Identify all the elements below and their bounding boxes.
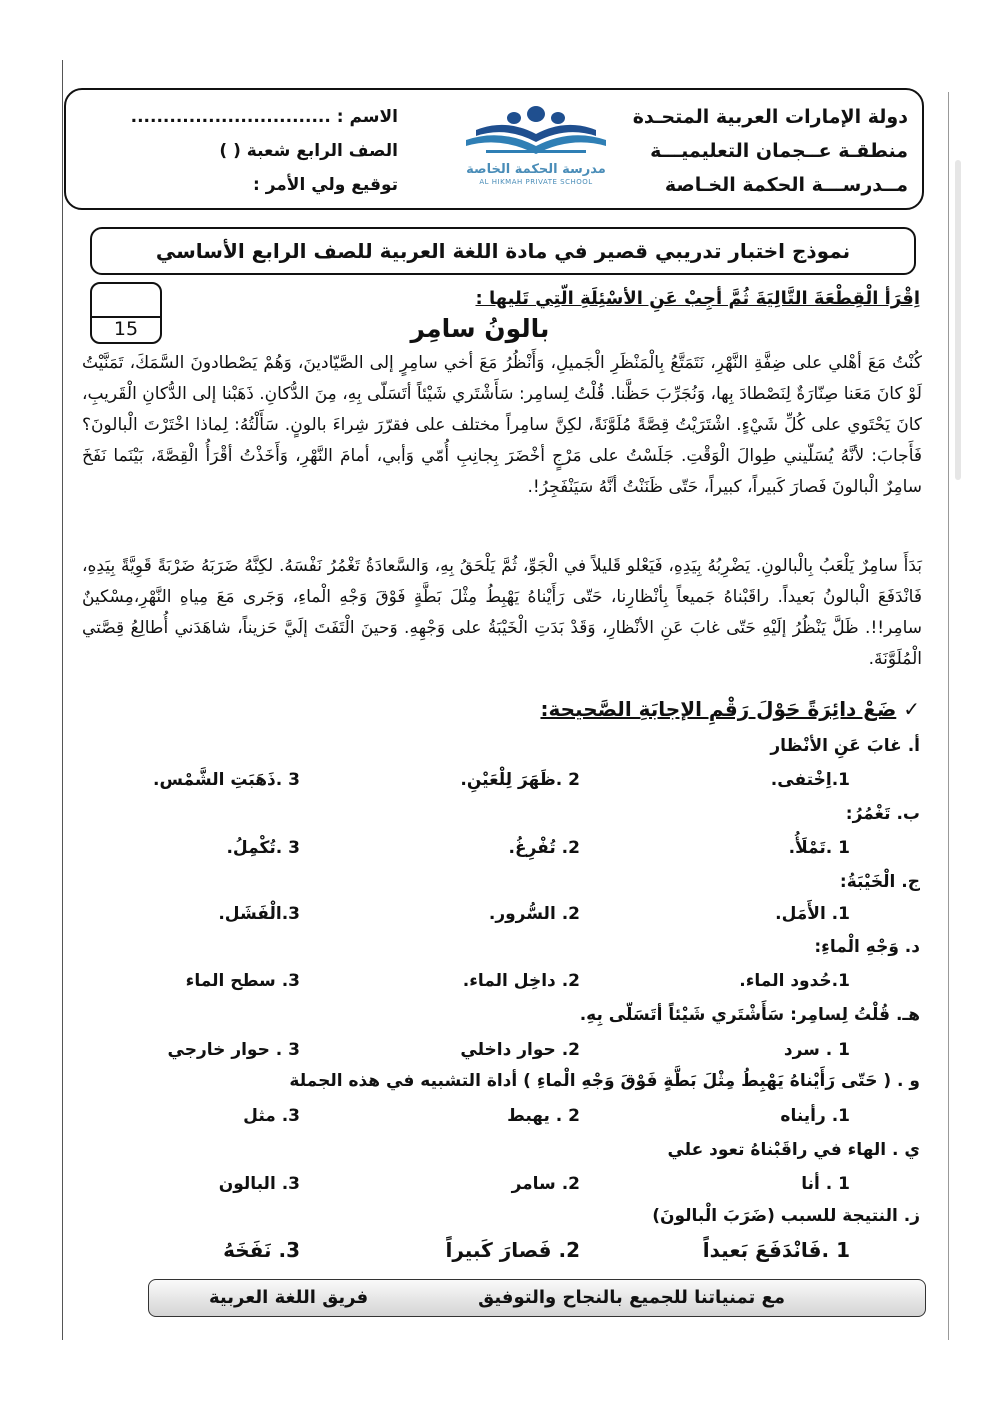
story-paragraph-2: بَدَأَ سامِرٌ يَلْعَبُ بِالْبالونِ. يَضْرِبُهُ بِيَدِهِ، فَيَعْلو قَليلاً في الْجَوِّ، ثُمَّ يَلْحَقُ بِهِ، وَالسَّعادَةُ تَغْمُرُ نَفْسَهُ. لكِنَّهُ ضَرَبَهُ ضَرْبَةً قَوِيَّةً بِيَدِهِ، فَانْدَفَعَ الْبالونُ بَعيداً. راقَبْناهُ جَميعاً بِأنْظارِنا، حَتّى رَأَيْناهُ يَهْبِطُ مِثْلَ بَطَّةٍ فَوْقَ وَجْهِ الْماءِ، وَجَرى مَعَ مِياهِ النَّهْرِ،مِسْكينٌ سامِر!!. ظَلَّ يَنْظُرُ إلَيْهِ حَتّى غابَ عَنِ الأنْظارِ، وَقَدْ بَدَتِ الْخَيْبَةُ على وَجْهِهِ. وَحينَ الْتَفَتَ إلَيَّ حَزيناً، شاهَدَني أُطالِعُ قِصَّتي الْمُلَوَّنَةَ. [82, 556, 922, 669]
country-line: دولة الإمارات العربية المتحـدة [632, 106, 908, 128]
story-paragraph-1: كُنْتُ مَعَ أهْلي على ضِفَّةِ النَّهْرِ، نَتَمَتَّعُ بِالْمَنْظَرِ الْجَميلِ، وَأَنْظُرُ مَعَ أخي سامِرٍ إلى الصَّيّادينَ، وَهُمْ يَصْطادونَ السَّمَكَ، تَمَنَّيْتُ لَوْ كانَ مَعَنا صِنّارَةٌ لِنَصْطادَ بِها، وَنُجَرِّبَ حَظَّنا. قُلْتُ لِسامِر: سَأَشْتَري شَيْئاً أتَسَلّى بِهِ، مِنَ الدُّكانِ. ذَهَبْنا إلى الدُّكانِ الْقَريبِ، كانَ يَحْتَوي على كُلِّ شَيْءٍ. اشْتَرَيْتُ قِصَّةً مُلَوَّنَةً، لكِنَّ سامِراً مختلف على فقرّرَ شِراءَ بالونٍ. سَأَلْتُهُ: لِماذا اخْتَرْتَ الْبالونَ؟ فَأَجابَ: لأنَّهُ يُسَلّيني طِوالَ الْوَقْتِ. جَلَسْتُ على مَرْجٍ أخْضَرَ بِجانِبِ أُمّي وَأبي، أمامَ النَّهْرِ، وَأَخَذْتُ أقْرَأُ الْقِصَّةَ، بَيْنَما نَفَخَ سامِرٌ الْبالونَ فَصارَ كَبيراً، كبيراً، حَتّى ظَنَنْتُ أنَّهُ سَيَنْفَجِرُ!. [82, 353, 922, 497]
question-b-options [90, 838, 870, 868]
question-c: ج. الْخَيْبَةُ: [839, 872, 920, 892]
option-1[interactable]: 1.حُدود الماء. [739, 971, 850, 991]
option-2[interactable]: 2. السُّرور. [488, 904, 580, 924]
option-2[interactable]: 2 . يهبط [507, 1106, 580, 1126]
option-2[interactable]: 2. داخِل الماء. [462, 971, 580, 991]
option-3[interactable]: 3 .تُكْمِلُ. [226, 838, 300, 858]
question-h: هـ. قُلْتُ لِسامِر: سَأَشْتَري شَيْئاً أتَسَلّى بِهِ. [579, 1005, 920, 1025]
logo-english-name: AL HIKMAH PRIVATE SCHOOL [479, 178, 593, 186]
question-y-options [90, 1174, 870, 1204]
option-2[interactable]: 2. فَصارَ كَبيراً [445, 1238, 580, 1262]
footer-wish: مع تمنياتنا للجميع بالنجاح والتوفيق [478, 1287, 785, 1308]
logo-book-icon [436, 104, 636, 164]
option-1[interactable]: 1. رأيناه [780, 1106, 850, 1126]
option-1[interactable]: 1 . أنا [801, 1174, 850, 1194]
question-y: ي . الهاء في راقَبْناهُ تعود علي [667, 1140, 920, 1160]
question-a-options [90, 770, 870, 800]
guardian-signature-field[interactable]: توقيع ولي الأمر : [252, 175, 398, 195]
school-info [608, 100, 908, 202]
question-a: أ. غابَ عَنِ الأنْظار [770, 736, 920, 756]
question-d-options [90, 971, 870, 1001]
option-2[interactable]: 2. سامر [511, 1174, 580, 1194]
option-3[interactable]: 3. مثل [243, 1106, 300, 1126]
option-2[interactable]: 2 .ظَهَرَ لِلْعَيْنِ. [460, 770, 580, 790]
question-h-options [90, 1040, 870, 1070]
score-total: 15 [113, 318, 139, 340]
option-2[interactable]: 2. حوار داخلي [460, 1040, 580, 1060]
question-w-options [90, 1106, 870, 1136]
option-1[interactable]: 1. الأَمَل. [775, 904, 850, 924]
class-field[interactable]: الصف الرابع شعبة ( ) [219, 141, 398, 161]
checkmark-icon: ✓ [903, 697, 920, 721]
questions-heading [540, 697, 920, 721]
reading-instruction: اِقْرَأ الْقِطْعَةَ التَّالِيَةَ ثُمَّ أجِبْ عَنِ الأسْئِلَةِ الّتِي تَليها : [475, 288, 920, 309]
school-logo [436, 104, 636, 184]
question-c-options [90, 904, 870, 934]
page-border-right [948, 92, 949, 1340]
option-3[interactable]: 3. سطح الماء [185, 971, 300, 991]
option-1[interactable]: 1 .فَانْدَفَعَ بَعيداً [702, 1238, 850, 1262]
region-line: منطقـة عــجمان التعليميـــة [650, 140, 908, 162]
option-1[interactable]: 1 .تَمْلَأُ. [788, 838, 850, 858]
option-3[interactable]: 3. البالون [218, 1174, 300, 1194]
student-info [88, 100, 398, 202]
question-z: ز. النتيجة للسبب (ضَرَبَ الْبالونَ) [652, 1206, 920, 1226]
question-d: د. وَجْهِ الْماءِ: [814, 937, 920, 957]
option-1[interactable]: 1 . سرد [783, 1040, 850, 1060]
story-title: بالونُ سامِر [410, 314, 550, 343]
option-3[interactable]: 3.الْفَشَل. [218, 904, 300, 924]
question-z-options [90, 1238, 870, 1268]
option-2[interactable]: 2. تُفْرِغُ. [508, 838, 580, 858]
page-title: نموذج اختبار تدريبي قصير في مادة اللغة العربية للصف الرابع الأساسي [90, 227, 916, 275]
scroll-indicator [955, 160, 961, 480]
header-box [64, 88, 924, 210]
footer-banner [148, 1279, 926, 1317]
question-b: ب. تَغْمُرُ: [845, 804, 920, 824]
questions-heading-text: ضَعْ دائِرَةً حَوْلَ رَقْمِ الإجابَةِ الصَّحيحة: [540, 697, 897, 721]
name-field[interactable]: الاسم : ............................... [130, 107, 398, 127]
score-box [90, 282, 162, 344]
option-3[interactable]: 3. نَفَخَهُ [223, 1238, 300, 1262]
option-3[interactable]: 3 . حوار خارجي [167, 1040, 300, 1060]
logo-arabic-name: مدرسة الحكمة الخاصة [466, 162, 606, 177]
option-3[interactable]: 3 .ذَهَبَتِ الشَّمْس. [153, 770, 300, 790]
option-1[interactable]: 1.اِخْتفى. [770, 770, 850, 790]
question-w: و . ( حَتّى رَأَيْناهُ يَهْبِطُ مِثْلَ بَطَّةٍ فَوْقَ وَجْهِ الْماءِ ) أداة التشبيه في هذه الجملة [289, 1071, 920, 1091]
school-line: مــدرســـة الحكمة الخـاصة [664, 174, 908, 196]
footer-team: فريق اللغة العربية [209, 1287, 369, 1308]
page-border-left [62, 60, 63, 1340]
